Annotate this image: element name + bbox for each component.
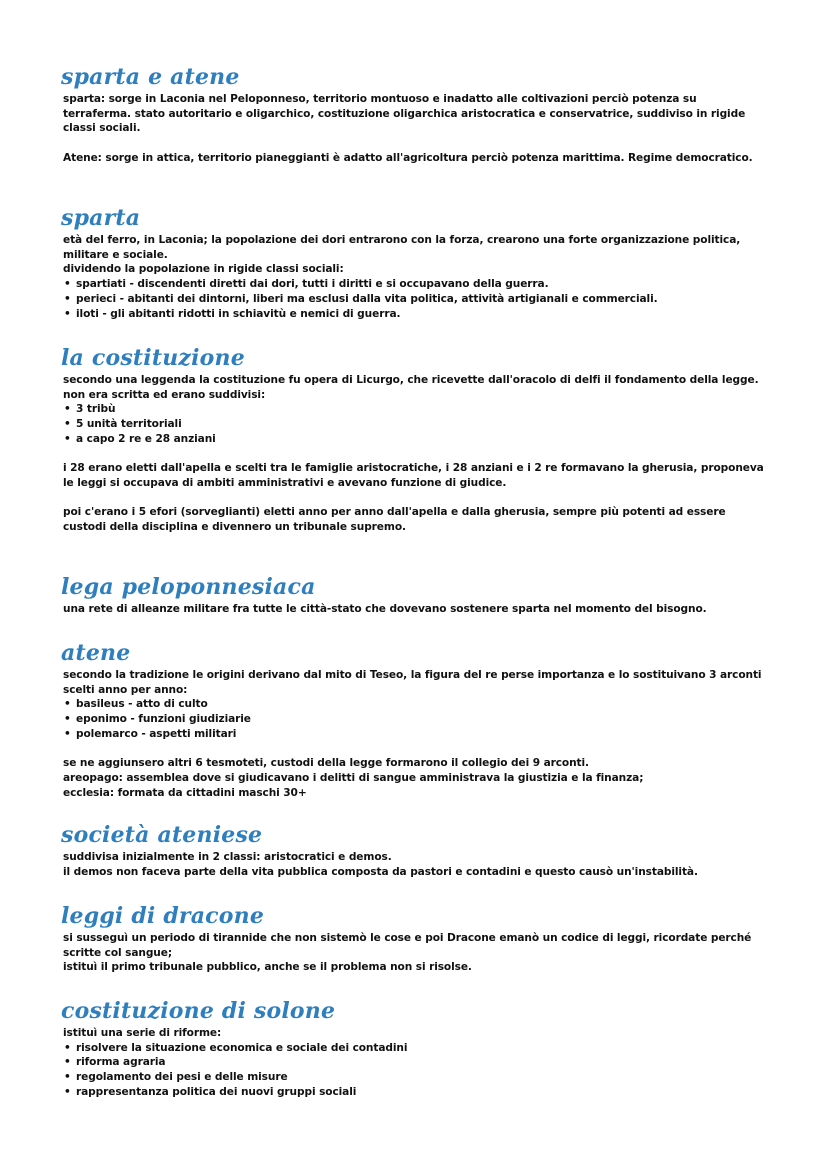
- paragraph: areopago: assemblea dove si giudicavano i delitti di sangue amministrava la giustizia e la finanza;: [63, 771, 644, 784]
- paragraph: il demos non faceva parte della vita pubblica composta da pastori e contadini e questo causò un'instabilità.: [63, 865, 698, 878]
- list-item: • 5 unità territoriali: [63, 417, 768, 432]
- list-item: • perieci - abitanti dei dintorni, liberi ma esclusi dalla vita politica, attività artigianali e commerciali.: [63, 292, 768, 307]
- paragraph: ecclesia: formata da cittadini maschi 30+: [63, 786, 307, 799]
- list-item: • spartiati - discendenti diretti dai dori, tutti i diritti e si occupavano della guerra.: [63, 277, 768, 292]
- paragraph: secondo una leggenda la costituzione fu opera di Licurgo, che ricevette dall'oracolo di delfi il fondamento della legge.: [63, 374, 759, 386]
- social-classes-list: [63, 277, 768, 321]
- section-la-costituzione: [63, 345, 768, 535]
- section-title: atene: [61, 640, 131, 666]
- paragraph: suddivisa inizialmente in 2 classi: aristocratici e demos.: [63, 851, 392, 863]
- paragraph: si susseguì un periodo di tirannide che non sistemò le cose e poi Dracone emanò un codice di leggi, ricordate perché scritte col sangue;: [63, 932, 752, 959]
- section-title: leggi di dracone: [61, 903, 265, 929]
- section-title: lega peloponnesiaca: [61, 574, 316, 600]
- section-title: costituzione di solone: [61, 998, 336, 1024]
- list-item: • a capo 2 re e 28 anziani: [63, 432, 768, 447]
- list-item: • regolamento dei pesi e delle misure: [63, 1070, 768, 1085]
- section-sparta: [63, 205, 768, 321]
- paragraph: età del ferro, in Laconia; la popolazione dei dori entrarono con la forza, crearono una forte organizzazione politica, militare e sociale.: [63, 234, 741, 261]
- section-atene: [63, 640, 768, 800]
- list-item: • 3 tribù: [63, 402, 768, 417]
- paragraph: se ne aggiunsero altri 6 tesmoteti, custodi della legge formarono il collegio dei 9 arconti.: [63, 757, 589, 770]
- arconti-list: [63, 697, 768, 741]
- list-item: • rappresentanza politica dei nuovi gruppi sociali: [63, 1085, 768, 1100]
- paragraph: poi c'erano i 5 efori (sorveglianti) eletti anno per anno dall'apella e dalla gherusia, sempre più potenti ad essere custodi della disciplina e divennero un tribunale supremo.: [63, 506, 726, 533]
- paragraph: i 28 erano eletti dall'apella e scelti tra le famiglie aristocratiche, i 28 anziani e i 2 re formavano la gherusia, proponeva le leggi si occupava di ambiti amministrativi e avevano funzione di giudice.: [63, 462, 764, 489]
- list-item: • polemarco - aspetti militari: [63, 727, 768, 742]
- list-item: • risolvere la situazione economica e sociale dei contadini: [63, 1041, 768, 1056]
- section-lega-peloponnesiaca: [63, 574, 768, 617]
- list-item: • basileus - atto di culto: [63, 697, 768, 712]
- paragraph: sparta: sorge in Laconia nel Peloponneso, territorio montuoso e inadatto alle coltivazioni perciò potenza su terraferma. stato autoritario e oligarchico, costituzione oligarchica aristocratica e conservatrice, suddiviso in rigide classi sociali.: [63, 93, 746, 135]
- paragraph: istituì una serie di riforme:: [63, 1027, 222, 1039]
- list-item: • eponimo - funzioni giudiziarie: [63, 712, 768, 727]
- section-title: la costituzione: [61, 345, 245, 371]
- list-item: • iloti - gli abitanti ridotti in schiavitù e nemici di guerra.: [63, 307, 768, 322]
- section-title: società ateniese: [61, 822, 263, 848]
- paragraph: Atene: sorge in attica, territorio pianeggianti è adatto all'agricoltura perciò potenza marittima. Regime democratico.: [63, 151, 753, 164]
- paragraph: non era scritta ed erano suddivisi:: [63, 388, 266, 401]
- paragraph: secondo la tradizione le origini derivano dal mito di Teseo, la figura del re perse importanza e lo sostituivano 3 arconti scelti anno per anno:: [63, 669, 762, 696]
- list-item: • riforma agraria: [63, 1055, 768, 1070]
- section-societa-ateniese: [63, 822, 768, 879]
- divisions-list: [63, 402, 768, 446]
- section-title: sparta e atene: [61, 64, 240, 90]
- section-leggi-di-dracone: [63, 903, 768, 975]
- paragraph: istituì il primo tribunale pubblico, anche se il problema non si risolse.: [63, 961, 472, 974]
- section-title: sparta: [61, 205, 141, 231]
- paragraph: dividendo la popolazione in rigide classi sociali:: [63, 263, 344, 276]
- paragraph: una rete di alleanze militare fra tutte le città-stato che dovevano sostenere sparta nel momento del bisogno.: [63, 603, 707, 615]
- section-costituzione-di-solone: [63, 998, 768, 1100]
- riforme-list: [63, 1041, 768, 1100]
- section-sparta-e-atene: [63, 64, 768, 166]
